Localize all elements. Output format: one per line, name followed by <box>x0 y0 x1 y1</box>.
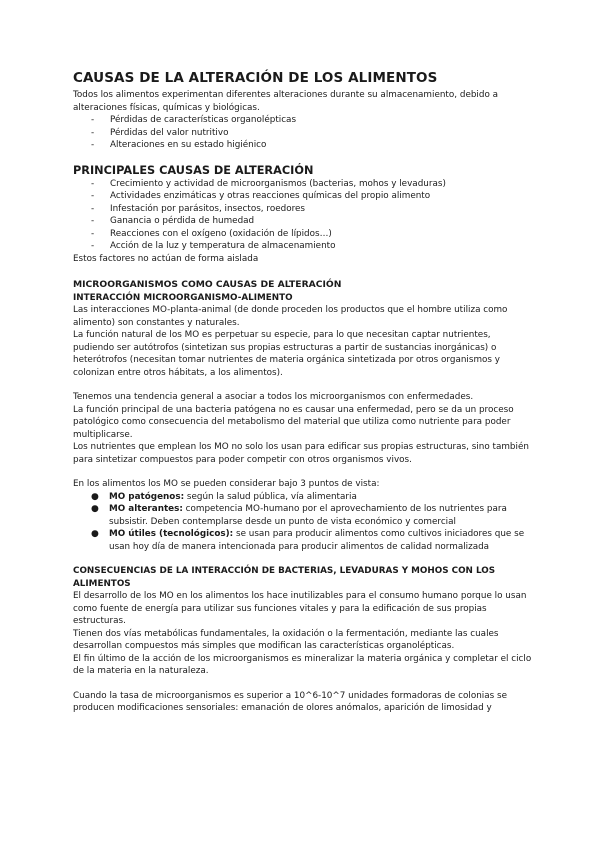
document-page <box>73 70 533 715</box>
list-item: ● MO patógenos: según la salud pública, vía alimentaria <box>91 491 357 502</box>
paragraph: En los alimentos los MO se pueden considerar bajo 3 puntos de vista: <box>73 479 380 489</box>
subsection-heading: INTERACCIÓN MICROORGANISMO-ALIMENTO <box>73 292 293 303</box>
list-item: - Pérdidas del valor nutritivo <box>91 127 229 138</box>
section-heading-causes: PRINCIPALES CAUSAS DE ALTERACIÓN <box>73 163 314 177</box>
list-item: - Infestación por parásitos, insectos, roedores <box>91 203 305 214</box>
section-heading-micro: MICROORGANISMOS COMO CAUSAS DE ALTERACIÓN <box>73 279 342 290</box>
section-heading-consequences: CONSECUENCIAS DE LA INTERACCIÓN DE BACTERIAS, LEVADURAS Y MOHOS CON LOS ALIMENTOS <box>73 566 496 589</box>
causes-list <box>73 178 533 253</box>
paragraph: Los nutrientes que emplean los MO no solo los usan para edificar sus propias estructuras, sino también para sintetizar compuestos para poder competir con otros organismos vivos. <box>73 442 529 465</box>
list-item: - Ganancia o pérdida de humedad <box>91 216 255 226</box>
paragraph: El fin último de la acción de los microorganismos es mineralizar la materia orgánica y completar el ciclo de la materia en la naturaleza. <box>73 653 532 676</box>
page-title: CAUSAS DE LA ALTERACIÓN DE LOS ALIMENTOS <box>73 70 438 86</box>
paragraph: Tenemos una tendencia general a asociar a todos los microorganismos con enfermedades. <box>73 392 474 402</box>
list-item: - Pérdidas de características organolépticas <box>91 115 297 125</box>
list-item: ● MO útiles (tecnológicos): se usan para producir alimentos como cultivos iniciadores que se usan hoy día de manera intencionada para producir alimentos de calidad normalizada <box>91 529 525 552</box>
list-item: - Crecimiento y actividad de microorganismos (bacterias, mohos y levaduras) <box>91 178 446 189</box>
list-item: - Alteraciones en su estado higiénico <box>91 140 267 150</box>
paragraph: La función principal de una bacteria patógena no es causar una enfermedad, pero se da un proceso patológico como consecuencia del metabolismo del material que utiliza como nutriente para poder multiplicarse. <box>73 404 514 440</box>
paragraph: El desarrollo de los MO en los alimentos los hace inutilizables para el consumo humano porque lo usan como fuente de energía para utilizar sus funciones vitales y para la edificación de sus propias estructuras. <box>73 591 527 626</box>
paragraph: Las interacciones MO-planta-animal (de donde proceden los productos que el hombre utiliza como alimento) son constantes y naturales. <box>73 305 508 328</box>
list-item: - Acción de la luz y temperatura de almacenamiento <box>91 241 336 251</box>
intro-list <box>73 114 533 152</box>
list-item: - Actividades enzimáticas y otras reacciones químicas del propio alimento <box>91 191 431 201</box>
paragraph: La función natural de los MO es perpetuar su especie, para lo que necesitan captar nutrientes, pudiendo ser autótrofos (sintetizan sus propias estructuras a partir de sustancias inorgánicas) o heterótrofos (necesitan tomar nutrientes de materia orgánica sintetizada por otros organismos y colonizan entre otros hábitats, a los alimentos). <box>73 330 500 378</box>
intro-paragraph: Todos los alimentos experimentan diferentes alteraciones durante su almacenamiento, debido a alteraciones físicas, químicas y biológicas. <box>73 90 499 113</box>
paragraph: Cuando la tasa de microorganismos es superior a 10^6-10^7 unidades formadoras de colonias se producen modificaciones sensoriales: emanación de olores anómalos, aparición de limosidad y <box>73 690 507 713</box>
causes-note: Estos factores no actúan de forma aislada <box>73 253 259 264</box>
viewpoints-list <box>73 491 533 554</box>
list-item: ● MO alterantes: competencia MO-humano por el aprovechamiento de los nutrientes para subsistir. Deben contemplarse desde un punto de vista económico y comercial <box>91 504 507 527</box>
list-item: - Reacciones con el oxígeno (oxidación de lípidos…) <box>91 228 332 239</box>
paragraph: Tienen dos vías metabólicas fundamentales, la oxidación o la fermentación, mediante las cuales desarrollan compuestos más simples que modifican las características organolépticas. <box>73 628 499 651</box>
